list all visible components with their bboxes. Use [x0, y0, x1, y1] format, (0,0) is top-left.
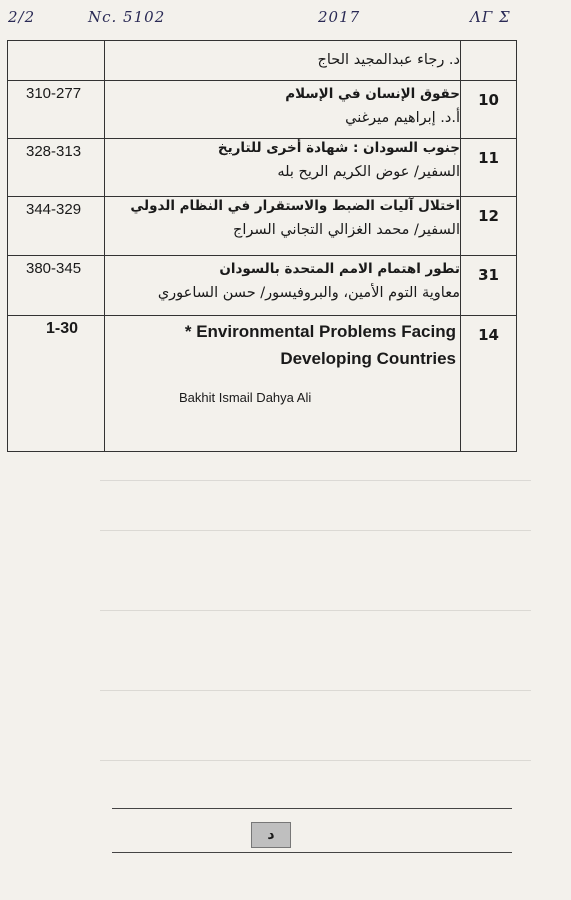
toc-entry [105, 41, 461, 81]
toc-title-line2: Developing Countries [280, 348, 456, 368]
toc-number: 14 [478, 325, 499, 344]
toc-pages: 380-345 [26, 259, 82, 277]
footer-divider [112, 852, 512, 853]
toc-author: أ.د. إبراهيم ميرغني [345, 110, 460, 127]
handwritten-note-year: 2017 [318, 8, 361, 26]
table-row [8, 139, 517, 197]
toc-title: تطور اهتمام الامم المتحدة بالسودان [219, 260, 460, 277]
toc-entry [105, 139, 461, 197]
toc-author: معاوية التوم الأمين، والبروفيسور/ حسن الساعوري [157, 284, 460, 301]
handwritten-note-left: 2/2 [8, 8, 36, 26]
table-row [8, 41, 517, 81]
toc-pages: 344-329 [26, 201, 82, 219]
table-row [8, 81, 517, 139]
toc-title: جنوب السودان : شهادة أخرى للتاريخ [217, 140, 460, 157]
toc-title-line1: * Environmental Problems Facing [184, 321, 456, 341]
toc-author: السفير/ محمد الغزالي التجاني السراج [232, 222, 460, 239]
toc-pages: 310-277 [26, 85, 82, 103]
table-row [8, 197, 517, 255]
table-row [8, 315, 517, 451]
handwritten-note-right: ΛΓ Σ [470, 8, 511, 26]
page-number: د [251, 822, 291, 848]
toc-entry [105, 81, 461, 139]
toc-author: Bakhit Ismail Dahya Ali [179, 389, 312, 405]
toc-author: د. رجاء عبدالمجيد الحاج [317, 52, 460, 68]
toc-entry [105, 255, 461, 315]
toc-entry [105, 197, 461, 255]
toc-entry [105, 315, 461, 451]
handwritten-note-number: Nc. 5102 [88, 8, 166, 26]
toc-number: 31 [478, 265, 499, 284]
toc-number: 11 [478, 149, 499, 168]
table-row [8, 255, 517, 315]
bleed-through [100, 460, 531, 820]
toc-pages: 328-313 [26, 143, 82, 161]
toc-title: حقوق الإنسان في الإسلام [285, 86, 460, 103]
toc-number: 12 [478, 207, 499, 226]
toc-pages: 1-30 [46, 319, 79, 337]
table-of-contents [7, 40, 517, 452]
toc-title: اختلال آليات الضبط والاستقرار في النظام الدولي [130, 198, 460, 215]
toc-author: السفير/ عوض الكريم الريح بله [277, 164, 460, 181]
toc-number: 10 [478, 91, 499, 110]
footer-divider [112, 808, 512, 809]
